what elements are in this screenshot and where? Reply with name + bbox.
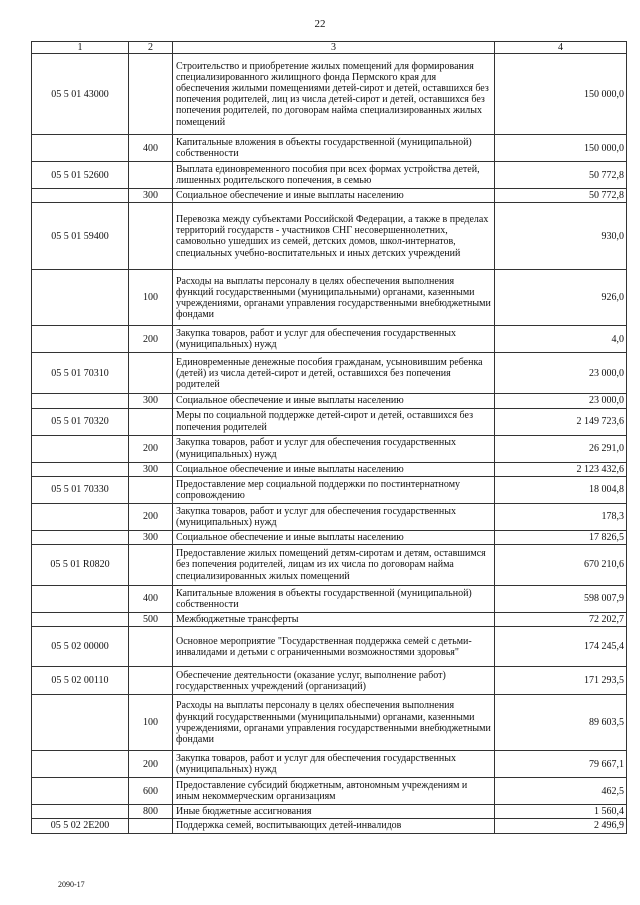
amount: 171 293,5 (495, 667, 627, 695)
target-code (32, 270, 129, 326)
table-row (32, 353, 627, 394)
expense-name: Предоставление субсидий бюджетным, автономным учреждениям и иным некоммерческим организациям (173, 778, 495, 805)
expense-name: Основное мероприятие "Государственная поддержка семей с детьми-инвалидами и детьми с ограниченными возможностями здоровья" (173, 627, 495, 667)
expense-name: Закупка товаров, работ и услуг для обеспечения государственных (муниципальных) нужд (173, 435, 495, 462)
amount: 2 149 723,6 (495, 408, 627, 435)
table-row (32, 545, 627, 586)
table-row (32, 805, 627, 819)
target-code: 05 5 01 59400 (32, 203, 129, 270)
expense-type: 200 (129, 503, 173, 530)
expense-type: 100 (129, 695, 173, 751)
target-code (32, 503, 129, 530)
expense-type (129, 54, 173, 135)
expense-name: Капитальные вложения в объекты государственной (муниципальной) собственности (173, 586, 495, 613)
expense-type: 200 (129, 326, 173, 353)
expense-name: Закупка товаров, работ и услуг для обеспечения государственных (муниципальных) нужд (173, 326, 495, 353)
expense-type: 400 (129, 135, 173, 162)
expense-name: Закупка товаров, работ и услуг для обеспечения государственных (муниципальных) нужд (173, 751, 495, 778)
amount: 50 772,8 (495, 162, 627, 189)
table-row (32, 778, 627, 805)
expense-type (129, 476, 173, 503)
amount: 150 000,0 (495, 54, 627, 135)
amount: 1 560,4 (495, 805, 627, 819)
table-row (32, 394, 627, 408)
amount: 2 496,9 (495, 819, 627, 833)
table-row (32, 326, 627, 353)
table-row (32, 54, 627, 135)
amount: 89 603,5 (495, 695, 627, 751)
amount: 23 000,0 (495, 394, 627, 408)
header-col-1: 1 (32, 42, 129, 54)
target-code: 05 5 02 2Е200 (32, 819, 129, 833)
table-row (32, 530, 627, 544)
expense-name: Поддержка семей, воспитывающих детей-инвалидов (173, 819, 495, 833)
expense-name: Капитальные вложения в объекты государственной (муниципальной) собственности (173, 135, 495, 162)
target-code (32, 135, 129, 162)
expense-type: 200 (129, 751, 173, 778)
expense-name: Социальное обеспечение и иные выплаты населению (173, 394, 495, 408)
amount: 462,5 (495, 778, 627, 805)
expense-type (129, 819, 173, 833)
amount: 2 123 432,6 (495, 462, 627, 476)
target-code (32, 586, 129, 613)
header-row (32, 42, 627, 54)
target-code (32, 805, 129, 819)
expense-name: Социальное обеспечение и иные выплаты населению (173, 462, 495, 476)
expense-name: Предоставление жилых помещений детям-сиротам и детям, оставшимся без попечения родителей, лицам из их числа по договорам найма специализированных жилых помещений (173, 545, 495, 586)
expense-name: Обеспечение деятельности (оказание услуг, выполнение работ) государственных учреждений (организаций) (173, 667, 495, 695)
budget-table (31, 41, 627, 834)
amount: 926,0 (495, 270, 627, 326)
table-row (32, 270, 627, 326)
table-row (32, 476, 627, 503)
target-code (32, 751, 129, 778)
target-code: 05 5 01 70320 (32, 408, 129, 435)
expense-type: 100 (129, 270, 173, 326)
target-code (32, 435, 129, 462)
target-code: 05 5 01 70330 (32, 476, 129, 503)
target-code (32, 394, 129, 408)
page-number: 22 (314, 18, 326, 30)
amount: 17 826,5 (495, 530, 627, 544)
expense-type (129, 353, 173, 394)
expense-name: Перевозка между субъектами Российской Федерации, а также в пределах территорий государств - участников СНГ несовершеннолетних, самовольно ушедших из семей, детских домов, школ-интернатов, специальных учебно-воспитательных и иных детских учреждений (173, 203, 495, 270)
table-row (32, 189, 627, 203)
amount: 26 291,0 (495, 435, 627, 462)
amount: 150 000,0 (495, 135, 627, 162)
target-code: 05 5 02 00000 (32, 627, 129, 667)
target-code: 05 5 01 70310 (32, 353, 129, 394)
expense-name: Меры по социальной поддержке детей-сирот и детей, оставшихся без попечения родителей (173, 408, 495, 435)
target-code (32, 613, 129, 627)
expense-type: 600 (129, 778, 173, 805)
target-code (32, 326, 129, 353)
target-code (32, 530, 129, 544)
table-row (32, 627, 627, 667)
amount: 670 210,6 (495, 545, 627, 586)
target-code (32, 462, 129, 476)
table-row (32, 135, 627, 162)
expense-name: Расходы на выплаты персоналу в целях обеспечения выполнения функций государственными (муниципальными) органами, казенными учреждениями, органами управления государственными внебюджетными фондами (173, 270, 495, 326)
expense-type (129, 408, 173, 435)
amount: 18 004,8 (495, 476, 627, 503)
expense-name: Социальное обеспечение и иные выплаты населению (173, 189, 495, 203)
target-code (32, 778, 129, 805)
expense-type (129, 627, 173, 667)
expense-name: Строительство и приобретение жилых помещений для формирования специализированного жилищного фонда Пермского края для обеспечения жилыми помещениями детей-сирот и детей, оставшихся без попечения родителей, лиц из числа детей-сирот и детей, оставшихся без попечения родителей, по договорам найма специализированных жилых помещений (173, 54, 495, 135)
target-code: 05 5 01 43000 (32, 54, 129, 135)
table-row (32, 462, 627, 476)
expense-name: Выплата единовременного пособия при всех формах устройства детей, лишенных родительского попечения, в семью (173, 162, 495, 189)
target-code (32, 695, 129, 751)
expense-name: Социальное обеспечение и иные выплаты населению (173, 530, 495, 544)
amount: 174 245,4 (495, 627, 627, 667)
expense-name: Единовременные денежные пособия гражданам, усыновившим ребенка (детей) из числа детей-сирот и детей, оставшихся без попечения родителей (173, 353, 495, 394)
table-row (32, 586, 627, 613)
expense-type: 800 (129, 805, 173, 819)
expense-type (129, 667, 173, 695)
table-row (32, 408, 627, 435)
amount: 4,0 (495, 326, 627, 353)
table-row (32, 819, 627, 833)
amount: 178,3 (495, 503, 627, 530)
target-code: 05 5 01 52600 (32, 162, 129, 189)
target-code: 05 5 01 R0820 (32, 545, 129, 586)
expense-name: Иные бюджетные ассигнования (173, 805, 495, 819)
expense-type (129, 545, 173, 586)
header-col-3: 3 (173, 42, 495, 54)
expense-name: Предоставление мер социальной поддержки по постинтернатному сопровождению (173, 476, 495, 503)
table-row (32, 613, 627, 627)
target-code: 05 5 02 00110 (32, 667, 129, 695)
amount: 23 000,0 (495, 353, 627, 394)
expense-type: 300 (129, 394, 173, 408)
expense-name: Расходы на выплаты персоналу в целях обеспечения выполнения функций государственными (муниципальными) органами, казенными учреждениями, органами управления государственными внебюджетными фондами (173, 695, 495, 751)
expense-name: Межбюджетные трансферты (173, 613, 495, 627)
table-row (32, 435, 627, 462)
document-code: 2090-17 (58, 880, 85, 889)
expense-type (129, 162, 173, 189)
amount: 930,0 (495, 203, 627, 270)
expense-type: 400 (129, 586, 173, 613)
header-col-4: 4 (495, 42, 627, 54)
table-row (32, 503, 627, 530)
expense-type: 300 (129, 189, 173, 203)
amount: 50 772,8 (495, 189, 627, 203)
table-row (32, 162, 627, 189)
table-row (32, 695, 627, 751)
expense-type: 200 (129, 435, 173, 462)
expense-type (129, 203, 173, 270)
amount: 598 007,9 (495, 586, 627, 613)
amount: 72 202,7 (495, 613, 627, 627)
target-code (32, 189, 129, 203)
table-row (32, 751, 627, 778)
table-row (32, 203, 627, 270)
expense-name: Закупка товаров, работ и услуг для обеспечения государственных (муниципальных) нужд (173, 503, 495, 530)
expense-type: 500 (129, 613, 173, 627)
expense-type: 300 (129, 462, 173, 476)
amount: 79 667,1 (495, 751, 627, 778)
expense-type: 300 (129, 530, 173, 544)
table-row (32, 667, 627, 695)
header-col-2: 2 (129, 42, 173, 54)
